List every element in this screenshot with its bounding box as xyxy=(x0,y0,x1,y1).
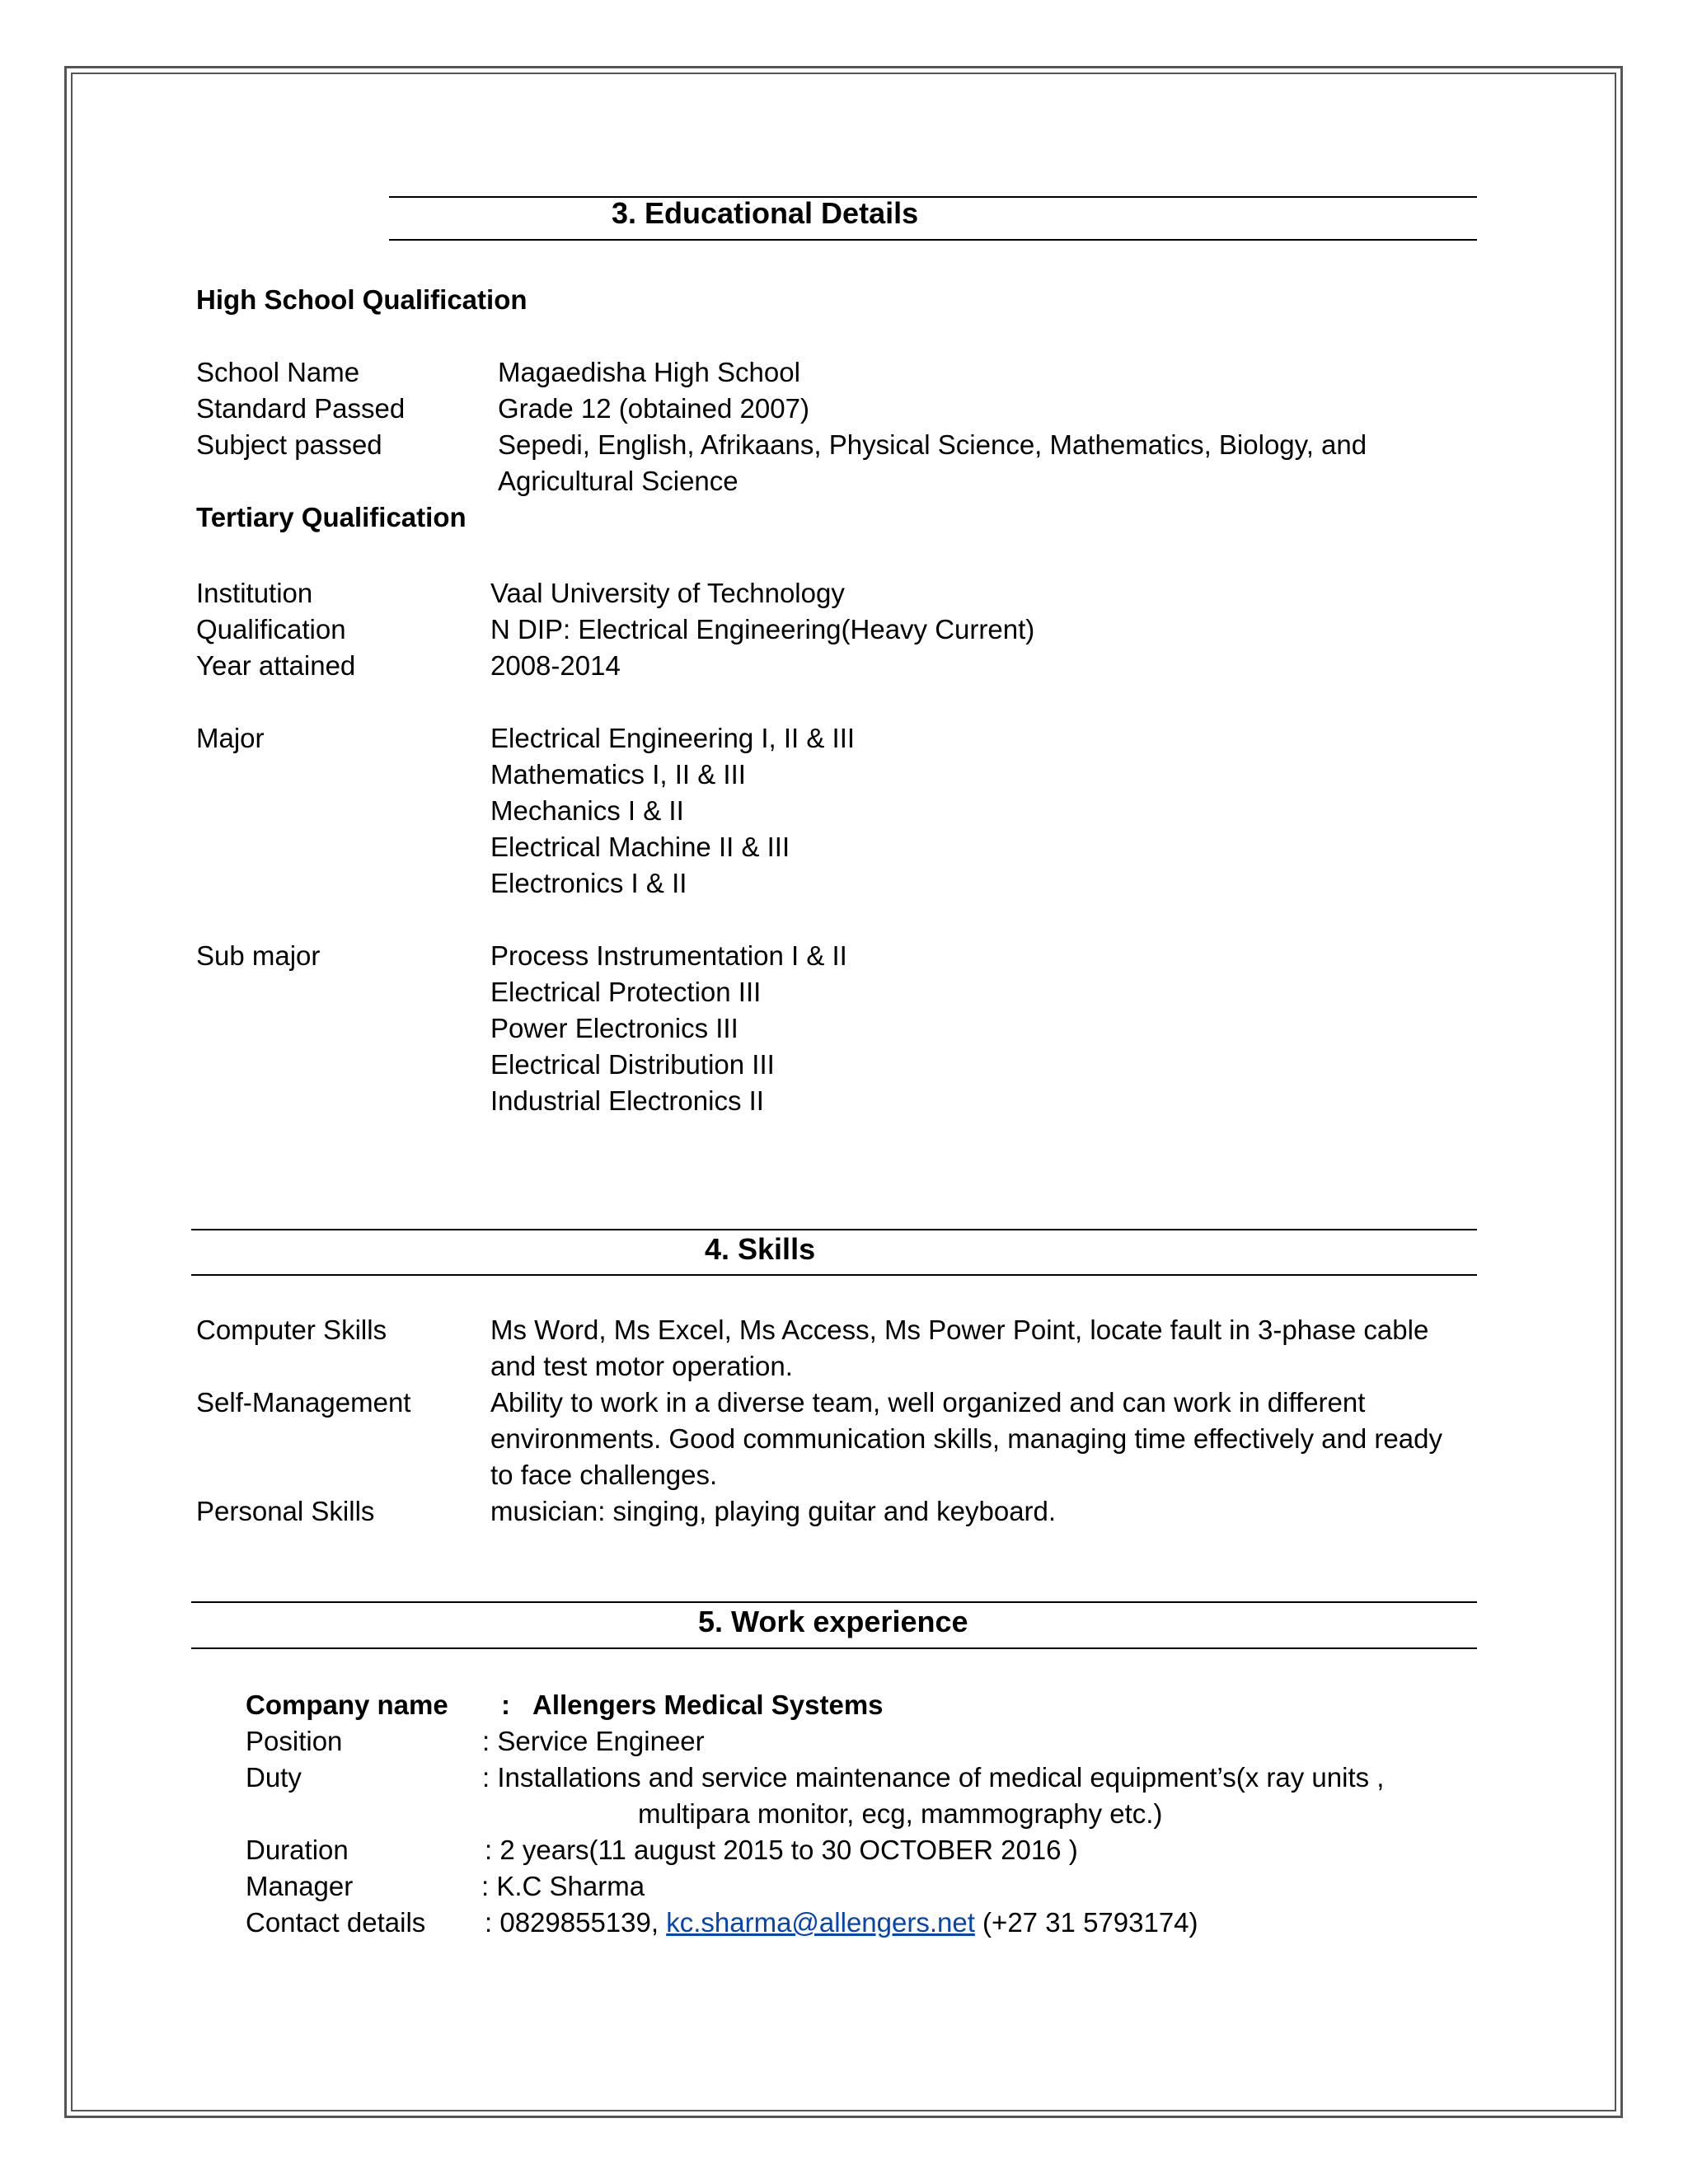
row-label: Year attained xyxy=(196,650,356,681)
major-item: Electrical Machine II & III xyxy=(490,832,790,862)
duty-value: : Installations and service maintenance of medical equipment’s(x ray units , xyxy=(482,1762,1385,1793)
row-value: 2008-2014 xyxy=(490,650,621,681)
major-item: Mechanics I & II xyxy=(490,795,684,826)
row-value: Agricultural Science xyxy=(498,466,738,496)
skill-label: Personal Skills xyxy=(196,1496,375,1526)
row-label: School Name xyxy=(196,357,360,387)
position-label: Position xyxy=(246,1726,343,1756)
section-rule-bottom xyxy=(191,1647,1477,1649)
section-rule-top xyxy=(389,196,1477,198)
company-separator: : xyxy=(501,1690,510,1720)
manager-label: Manager xyxy=(246,1871,354,1901)
skills-heading: 4. Skills xyxy=(705,1232,816,1266)
section-rule-bottom xyxy=(191,1274,1477,1276)
section-rule-top xyxy=(191,1229,1477,1230)
position-value: : Service Engineer xyxy=(482,1726,705,1756)
row-label: Standard Passed xyxy=(196,393,406,424)
skill-label: Self-Management xyxy=(196,1387,411,1418)
sub-major-item: Electrical Distribution III xyxy=(490,1049,775,1080)
duty-label: Duty xyxy=(246,1762,302,1793)
education-heading: 3. Educational Details xyxy=(612,196,919,230)
section-rule-bottom xyxy=(389,239,1477,241)
duration-value: : 2 years(11 august 2015 to 30 OCTOBER 2016 ) xyxy=(485,1835,1078,1865)
row-label: Institution xyxy=(196,578,313,608)
sub-major-label: Sub major xyxy=(196,940,321,971)
major-item: Electrical Engineering I, II & III xyxy=(490,723,856,753)
row-label: Subject passed xyxy=(196,429,382,460)
skill-value: to face challenges. xyxy=(490,1460,718,1490)
company-value: Allengers Medical Systems xyxy=(532,1690,884,1720)
row-value: Magaedisha High School xyxy=(498,357,800,387)
skill-value: Ability to work in a diverse team, well organized and can work in different xyxy=(490,1387,1366,1418)
duration-label: Duration xyxy=(246,1835,349,1865)
major-item: Mathematics I, II & III xyxy=(490,759,746,790)
tertiary-title: Tertiary Qualification xyxy=(196,502,467,532)
high-school-title: High School Qualification xyxy=(196,284,528,315)
skill-label: Computer Skills xyxy=(196,1315,387,1345)
row-value: Grade 12 (obtained 2007) xyxy=(498,393,809,424)
contact-label: Contact details xyxy=(246,1907,426,1938)
skill-value: and test motor operation. xyxy=(490,1351,793,1381)
sub-major-item: Industrial Electronics II xyxy=(490,1085,764,1116)
row-value: N DIP: Electrical Engineering(Heavy Current) xyxy=(490,614,1035,644)
manager-value: : K.C Sharma xyxy=(481,1871,645,1901)
major-label: Major xyxy=(196,723,265,753)
section-rule-top xyxy=(191,1601,1477,1603)
major-item: Electronics I & II xyxy=(490,868,687,898)
contact-phone-alt: (+27 31 5793174) xyxy=(974,1907,1198,1938)
skill-value: environments. Good communication skills, managing time effectively and ready xyxy=(490,1423,1442,1454)
sub-major-item: Process Instrumentation I & II xyxy=(490,940,847,971)
contact-email-link[interactable]: kc.sharma@allengers.net xyxy=(666,1907,975,1938)
contact-value xyxy=(485,1905,1198,1941)
sub-major-item: Electrical Protection III xyxy=(490,977,762,1007)
row-value: Vaal University of Technology xyxy=(490,578,845,608)
contact-phone: : 0829855139, xyxy=(485,1907,667,1938)
sub-major-item: Power Electronics III xyxy=(490,1013,738,1043)
work-heading: 5. Work experience xyxy=(698,1605,968,1638)
company-label: Company name xyxy=(246,1690,448,1720)
duty-value-continued: multipara monitor, ecg, mammography etc.) xyxy=(638,1798,1163,1829)
skill-value: Ms Word, Ms Excel, Ms Access, Ms Power Point, locate fault in 3-phase cable xyxy=(490,1315,1429,1345)
row-value: Sepedi, English, Afrikaans, Physical Science, Mathematics, Biology, and xyxy=(498,429,1367,460)
skill-value: musician: singing, playing guitar and keyboard. xyxy=(490,1496,1057,1526)
row-label: Qualification xyxy=(196,614,346,644)
